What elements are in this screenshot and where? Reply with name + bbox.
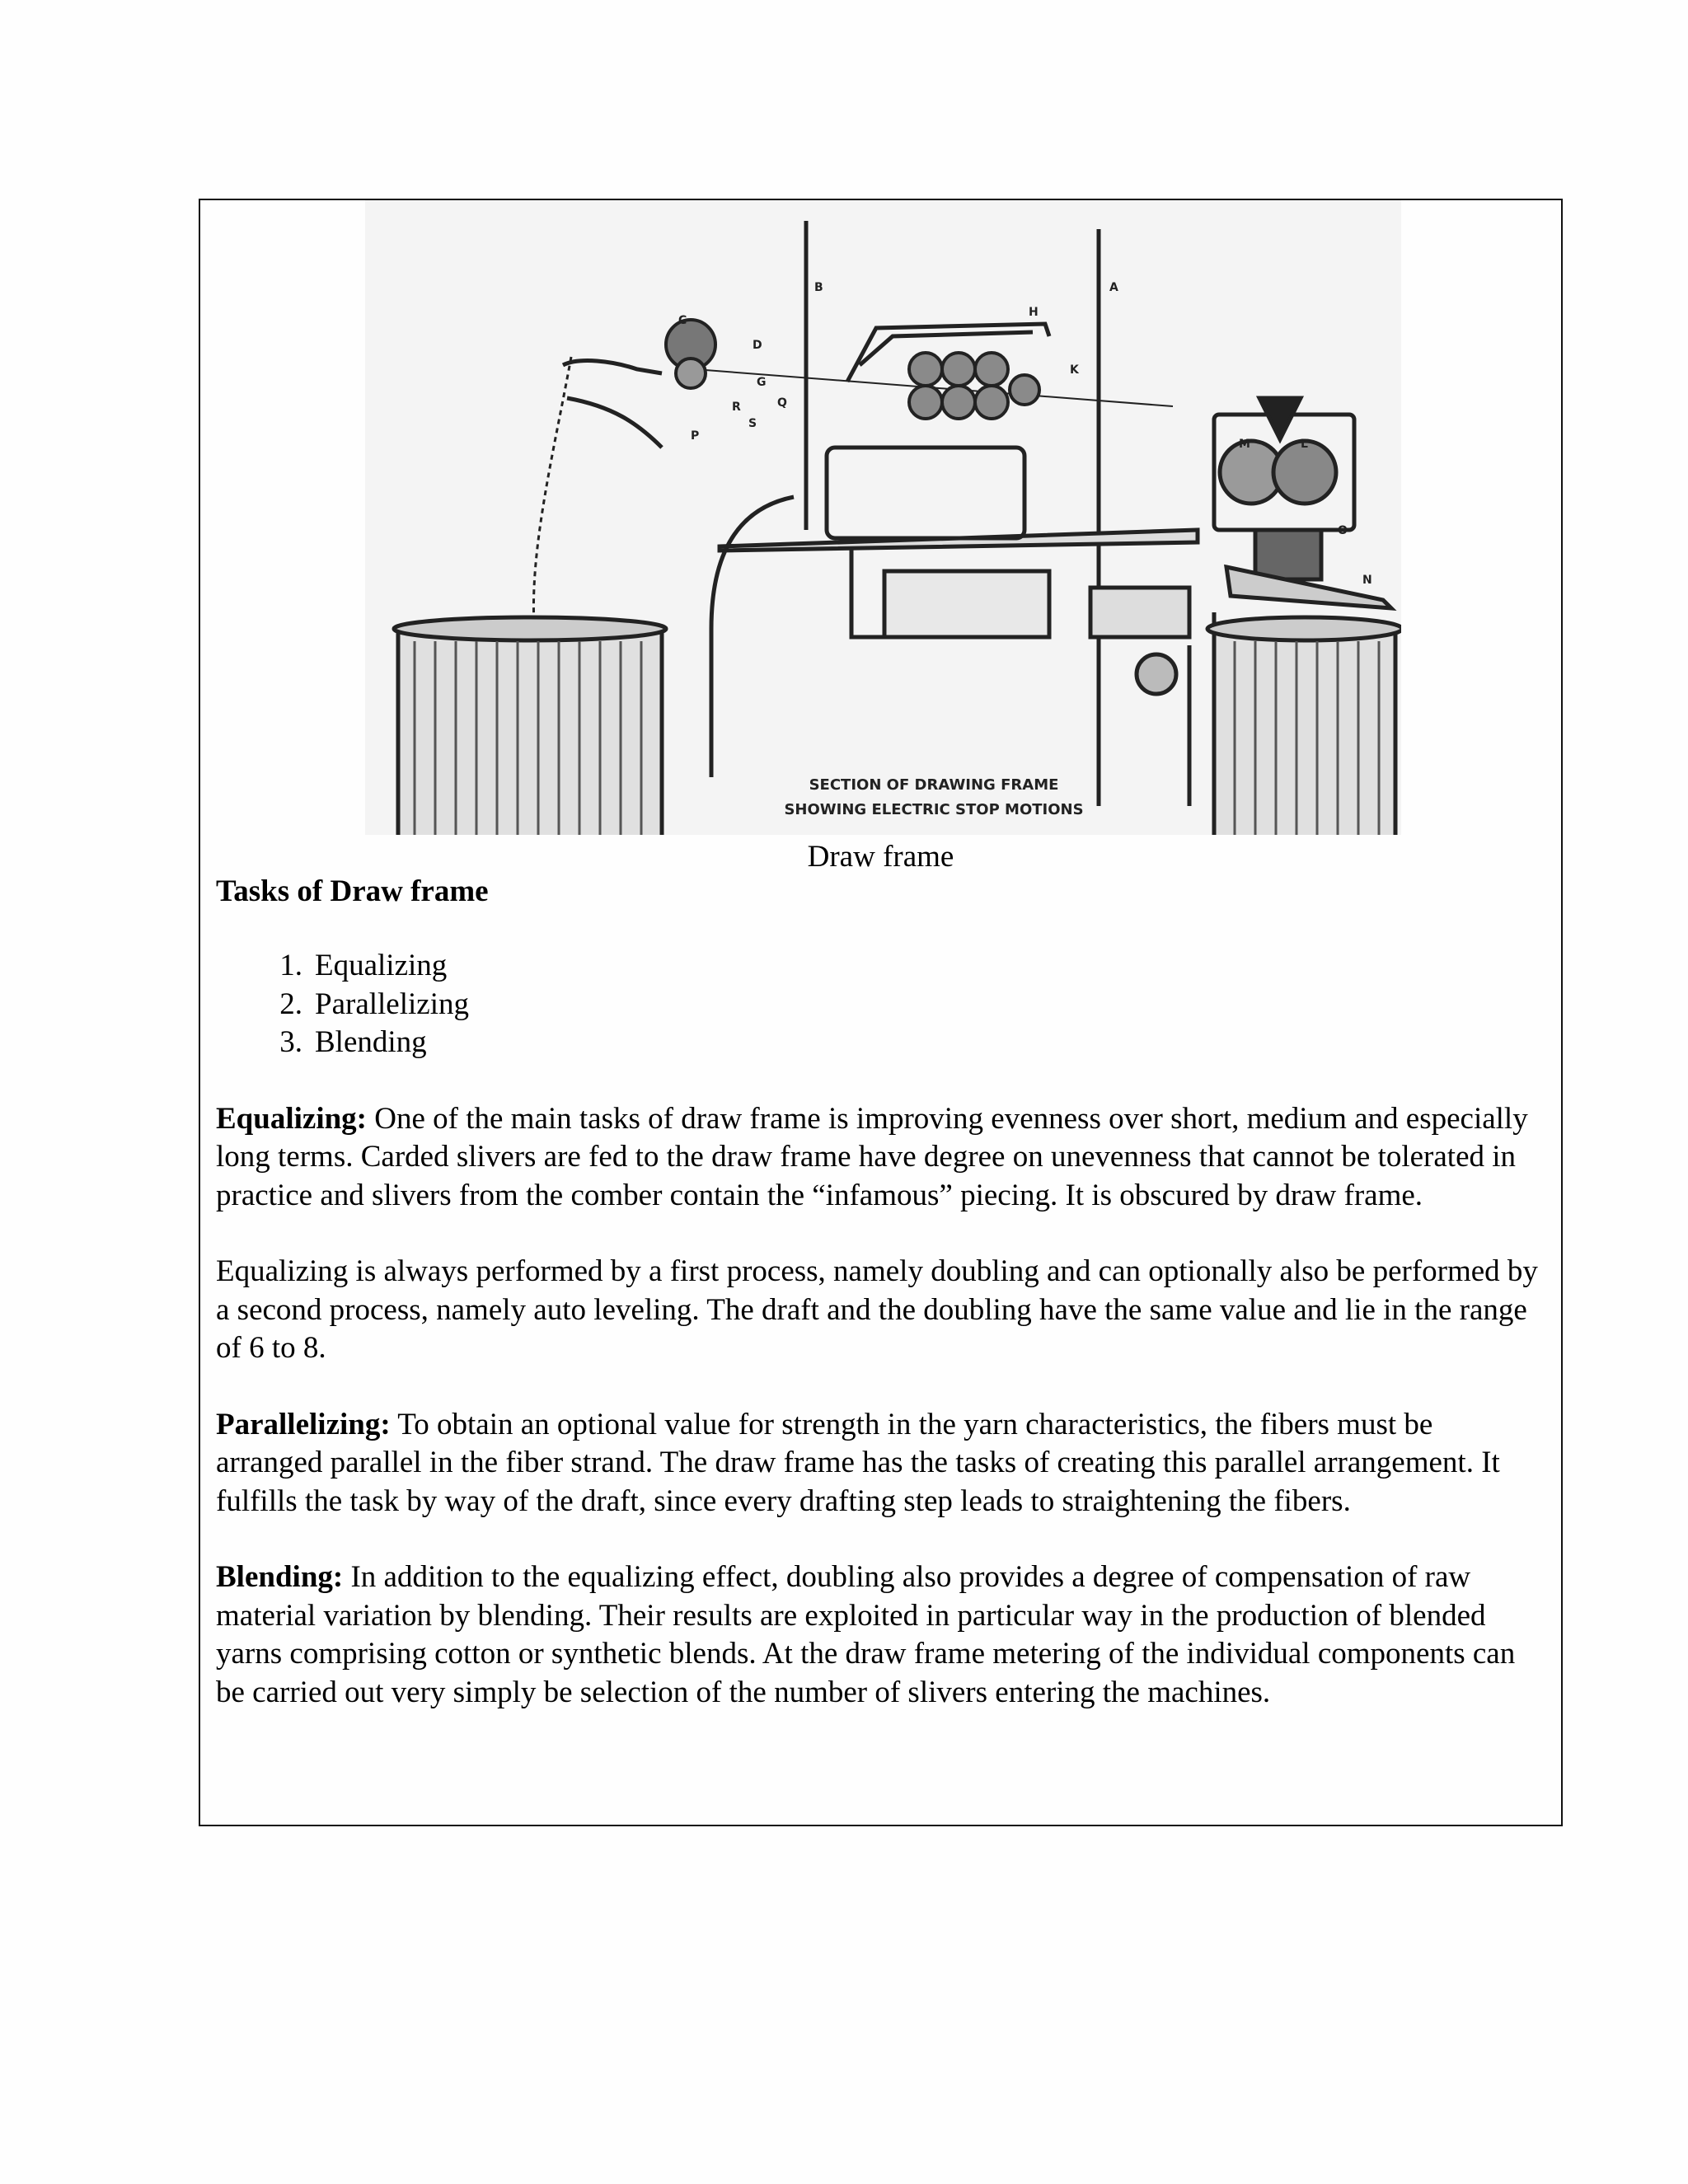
figure-caption: Draw frame: [807, 840, 954, 874]
part-label-r: R: [732, 401, 741, 414]
part-label-c: C: [678, 314, 687, 327]
paragraph-equalizing-detail: Equalizing is always performed by a first process, namely doubling and can optionally also be performed by a second process, namely auto leveling. The draft and the doubling have the same value and lie in the range of 6 to 8.: [216, 1254, 1538, 1365]
figure-label-line2: SHOWING ELECTRIC STOP MOTIONS: [784, 801, 1084, 818]
part-label-b: B: [814, 281, 823, 294]
part-label-k: K: [1070, 363, 1079, 377]
part-label-s: S: [748, 417, 757, 430]
part-label-q: Q: [777, 396, 787, 410]
part-label-h: H: [1029, 306, 1039, 319]
draw-frame-figure: [365, 200, 1401, 835]
part-label-p: P: [691, 429, 700, 443]
part-label-m: M: [1239, 438, 1250, 451]
part-label-a: A: [1109, 281, 1118, 294]
paragraph-equalizing: Equalizing: One of the main tasks of draw frame is improving evenness over short, medium and especially long terms. Carded slivers are fed to the draw frame have degree on unevenness that cannot be tolerated in practice and slivers from the comber contain the “infamous” piecing. It is obscured by draw frame.: [216, 1101, 1528, 1212]
content-frame: [199, 199, 1563, 1826]
drawing-frame-diagram: [365, 200, 1401, 835]
tasks-list: [216, 947, 1543, 1062]
section-heading: Tasks of Draw frame: [216, 874, 489, 908]
part-label-d: D: [753, 339, 762, 352]
paragraph-parallelizing: Parallelizing: To obtain an optional value for strength in the yarn characteristics, the fibers must be arranged parallel in the fiber strand. The draw frame has the tasks of creating this parallel arrangement. It fulfills the task by way of the draft, since every drafting step leads to straightening the fibers.: [216, 1407, 1500, 1518]
paragraph-blending: Blending: In addition to the equalizing effect, doubling also provides a degree of compensation of raw material variation by blending. Their results are exploited in particular way in the production of blended yarns comprising cotton or synthetic blends. At the draw frame metering of the individual components can be carried out very simply be selection of the number of slivers entering the machines.: [216, 1560, 1516, 1709]
list-item: 3. Blending: [279, 1025, 427, 1059]
part-label-g: G: [757, 376, 767, 389]
figure-label-line1: SECTION OF DRAWING FRAME: [809, 776, 1059, 794]
part-label-n: N: [1362, 574, 1372, 587]
list-item: 1. Equalizing: [279, 949, 448, 982]
part-label-o: O: [1338, 524, 1348, 537]
body-text: [216, 873, 1543, 1712]
list-item: 2. Parallelizing: [279, 987, 469, 1021]
part-label-l: L: [1301, 438, 1308, 451]
